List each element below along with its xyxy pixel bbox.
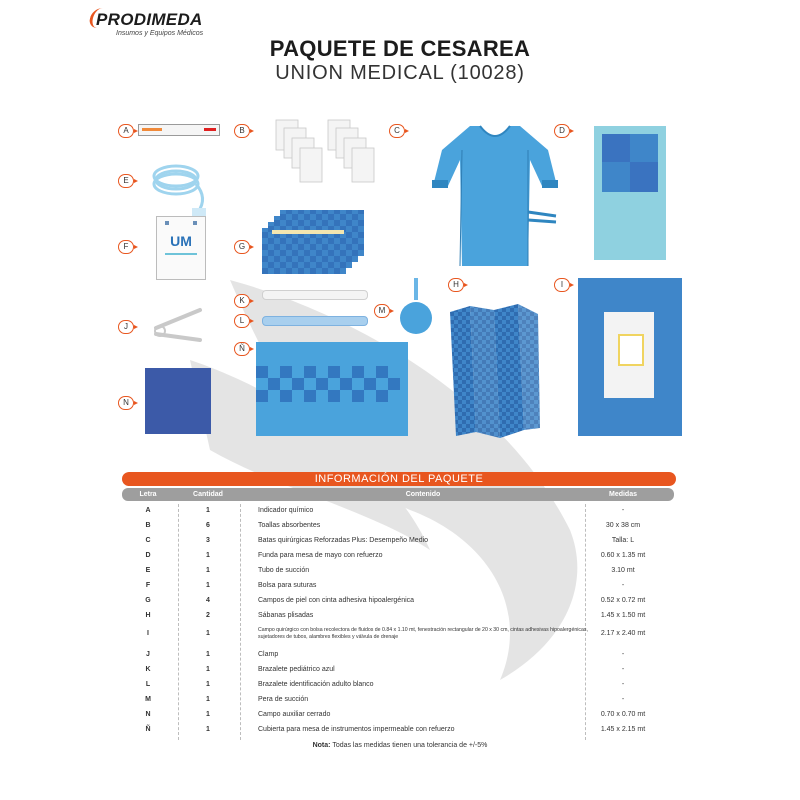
cell-letra: E: [145, 567, 151, 574]
item-j-clamp: [150, 306, 206, 346]
cell-contenido: Campo auxiliar cerrado: [258, 711, 331, 718]
cell-letra: H: [145, 612, 151, 619]
badge-m: M: [374, 304, 390, 318]
cell-contenido: Funda para mesa de mayo con refuerzo: [258, 552, 383, 559]
item-d-mayo-cover: [594, 126, 666, 260]
cell-contenido: Brazalete pediátrico azul: [258, 666, 335, 673]
item-g-skin-drapes: [262, 208, 370, 278]
header-letra: Letra: [139, 491, 157, 498]
cell-cantidad: 1: [206, 567, 210, 574]
cell-contenido: Brazalete identificación adulto blanco: [258, 681, 374, 688]
cell-letra: N: [145, 711, 151, 718]
badge-d: D: [554, 124, 570, 138]
cell-medidas: 2.17 x 2.40 mt: [600, 630, 646, 637]
item-h-pleated-sheets: [446, 300, 542, 440]
item-i-surgical-drape: [578, 278, 682, 436]
cell-medidas: 1.45 x 1.50 mt: [600, 612, 646, 619]
cell-contenido: Campo quirúrgico con bolsa recolectora de fluidos de 0.84 x 1.10 mt, fenestración rectangular de 20 x 30 cm, cintas adhesivas hipoalergénicas, sujetadores de tubos, alambres flexibles y válvula de drenaje: [258, 627, 588, 640]
badge-n-tilde: Ñ: [234, 342, 250, 356]
item-l-bracelet-white: [262, 316, 368, 326]
tolerance-note: Nota: Todas las medidas tienen una tolerancia de +/-5%: [312, 742, 488, 749]
cell-cantidad: 1: [206, 630, 210, 637]
cell-medidas: 0.70 x 0.70 mt: [600, 711, 646, 718]
cell-letra: D: [145, 552, 151, 559]
cell-contenido: Clamp: [258, 651, 279, 658]
cell-contenido: Sábanas plisadas: [258, 612, 314, 619]
page-subtitle: UNION MEDICAL (10028): [275, 62, 525, 84]
cell-medidas: -: [621, 582, 625, 589]
cell-medidas: 0.52 x 0.72 mt: [600, 597, 646, 604]
cell-cantidad: 2: [206, 612, 210, 619]
cell-contenido: Indicador químico: [258, 507, 314, 514]
cell-letra: G: [145, 597, 151, 604]
item-n-tilde-table-cover: [256, 342, 408, 436]
cell-medidas: 3.10 mt: [611, 567, 635, 574]
badge-l: L: [234, 314, 250, 328]
cell-contenido: Toallas absorbentes: [258, 522, 321, 529]
cell-cantidad: 1: [206, 507, 210, 514]
cell-cantidad: 1: [206, 582, 210, 589]
cell-cantidad: 1: [206, 552, 210, 559]
cell-medidas: 1.45 x 2.15 mt: [600, 726, 646, 733]
cell-cantidad: 1: [206, 651, 210, 658]
cell-cantidad: 4: [206, 597, 210, 604]
header-medidas: Medidas: [608, 491, 637, 498]
cell-medidas: -: [621, 507, 625, 514]
cell-contenido: Pera de succión: [258, 696, 309, 703]
cell-medidas: 0.60 x 1.35 mt: [600, 552, 646, 559]
cell-medidas: Talla: L: [611, 537, 635, 544]
cell-medidas: -: [621, 696, 625, 703]
cell-letra: L: [145, 681, 151, 688]
badge-b: B: [234, 124, 250, 138]
cell-contenido: Batas quirúrgicas Reforzadas Plus: Desempeño Medio: [258, 537, 429, 544]
page-title: PAQUETE DE CESAREA: [269, 36, 531, 61]
cell-cantidad: 1: [206, 696, 210, 703]
item-b-towels: [270, 116, 382, 196]
badge-e: E: [118, 174, 134, 188]
header-contenido: Contenido: [405, 491, 441, 498]
cell-contenido: Campos de piel con cinta adhesiva hipoalergénica: [258, 597, 415, 604]
cell-contenido: Tubo de succión: [258, 567, 310, 574]
badge-n: N: [118, 396, 134, 410]
badge-h: H: [448, 278, 464, 292]
item-c-gown: [430, 120, 560, 268]
item-a-indicator: [138, 124, 220, 136]
badge-j: J: [118, 320, 134, 334]
cell-letra: C: [145, 537, 151, 544]
cell-cantidad: 1: [206, 726, 210, 733]
cell-contenido: Cubierta para mesa de instrumentos impermeable con refuerzo: [258, 726, 455, 733]
cell-cantidad: 3: [206, 537, 210, 544]
cell-medidas: -: [621, 651, 625, 658]
cell-letra: M: [145, 696, 151, 703]
badge-g: G: [234, 240, 250, 254]
brand-name: PRODIMEDA: [96, 10, 203, 30]
cell-cantidad: 1: [206, 666, 210, 673]
cell-medidas: -: [621, 666, 625, 673]
bag-logo: UM: [170, 233, 192, 249]
cell-contenido: Bolsa para suturas: [258, 582, 317, 589]
cell-letra: J: [146, 651, 150, 658]
cell-letra: B: [145, 522, 151, 529]
item-f-suture-bag: [156, 216, 206, 280]
cell-medidas: -: [621, 681, 625, 688]
cell-letra: Ñ: [145, 726, 151, 733]
badge-i: I: [554, 278, 570, 292]
cell-cantidad: 1: [206, 681, 210, 688]
badge-f: F: [118, 240, 134, 254]
item-n-auxiliary-field: [145, 368, 211, 434]
item-e-suction-tube: [146, 150, 216, 222]
header-cantidad: Cantidad: [193, 491, 223, 498]
table-header: [122, 488, 674, 501]
badge-c: C: [389, 124, 405, 138]
cell-letra: K: [145, 666, 151, 673]
badge-a: A: [118, 124, 134, 138]
brand-tagline: Insumos y Equipos Médicos: [116, 30, 204, 37]
cell-letra: F: [145, 582, 151, 589]
cell-medidas: 30 x 38 cm: [605, 522, 641, 529]
badge-k: K: [234, 294, 250, 308]
cell-letra: I: [147, 630, 149, 637]
cell-cantidad: 6: [206, 522, 210, 529]
cell-cantidad: 1: [206, 711, 210, 718]
item-m-suction-bulb: [398, 276, 434, 336]
cell-letra: A: [145, 507, 151, 514]
info-heading: INFORMACIÓN DEL PAQUETE: [122, 472, 676, 486]
item-k-bracelet-blue: [262, 290, 368, 300]
